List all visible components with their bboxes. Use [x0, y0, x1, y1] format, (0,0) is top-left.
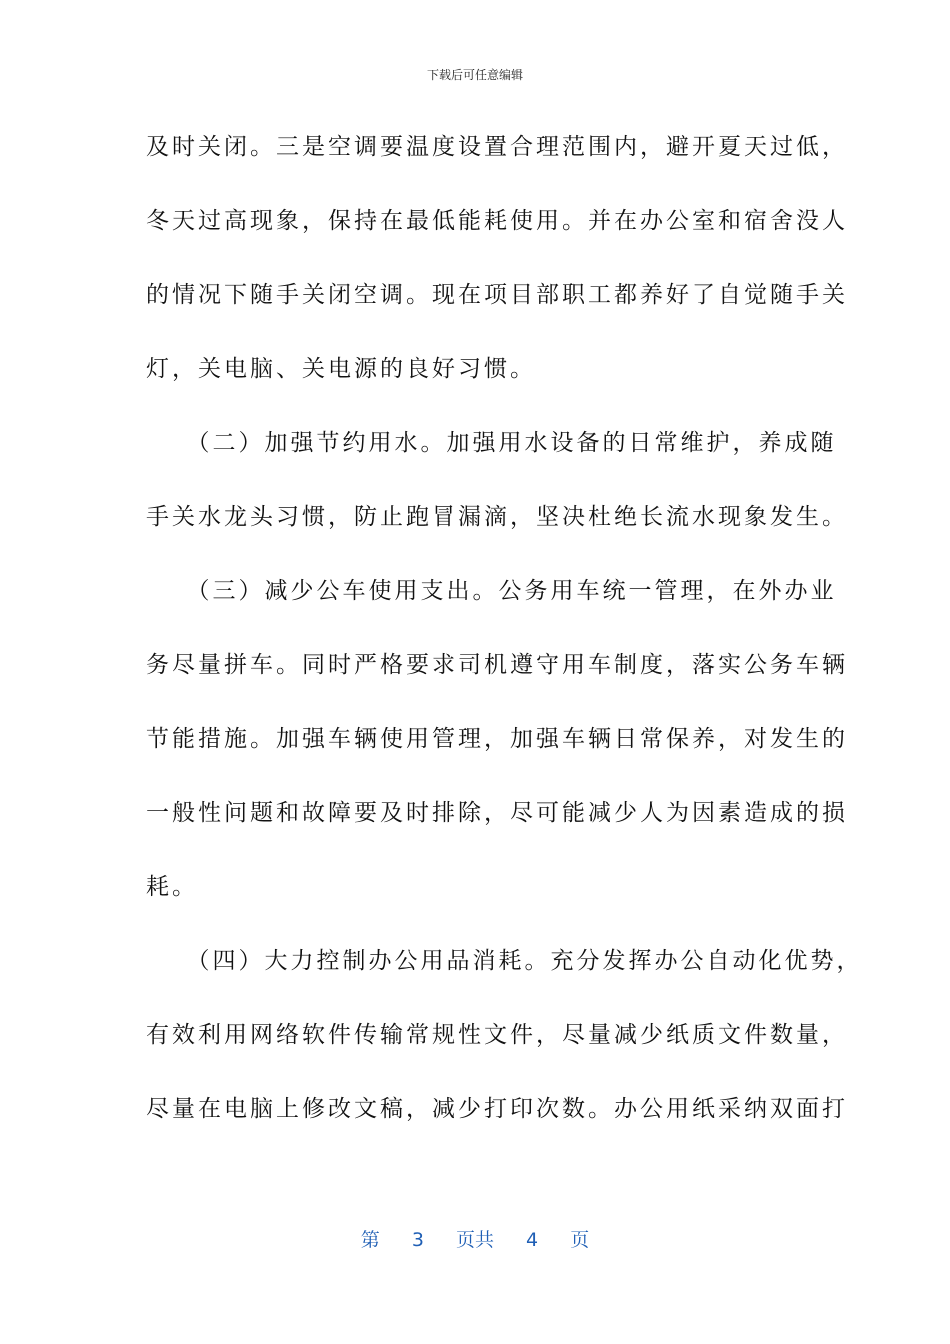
body-line: 及时关闭。三是空调要温度设置合理范围内，避开夏天过低，: [146, 134, 848, 160]
body-line: （二）加强节约用水。加强用水设备的日常维护，养成随: [146, 430, 837, 456]
body-line: 尽量在电脑上修改文稿，减少打印次数。办公用纸采纳双面打: [146, 1096, 848, 1122]
body-line: 有效利用网络软件传输常规性文件，尽量减少纸质文件数量，: [146, 1022, 848, 1048]
footer-prefix: 第: [360, 1229, 380, 1251]
body-line: 灯，关电脑、关电源的良好习惯。: [146, 356, 536, 382]
body-line: 节能措施。加强车辆使用管理，加强车辆日常保养，对发生的: [146, 726, 848, 752]
footer-total-pages: 4: [526, 1229, 539, 1251]
footer-suffix: 页: [570, 1229, 590, 1251]
header-note: 下载后可任意编辑: [426, 68, 523, 82]
body-line: 的情况下随手关闭空调。现在项目部职工都养好了自觉随手关: [146, 282, 848, 308]
page-footer: [0, 1225, 950, 1252]
body-line: 冬天过高现象，保持在最低能耗使用。并在办公室和宿舍没人: [146, 208, 848, 234]
document-body: [146, 122, 863, 1158]
body-line: 耗。: [146, 874, 198, 900]
body-line: 一般性问题和故障要及时排除，尽可能减少人为因素造成的损: [146, 800, 848, 826]
footer-middle: 页共: [455, 1229, 494, 1251]
body-line: （四）大力控制办公用品消耗。充分发挥办公自动化优势，: [146, 948, 863, 974]
footer-current-page: 3: [411, 1229, 424, 1251]
body-line: （三）减少公车使用支出。公务用车统一管理，在外办业: [146, 578, 837, 604]
body-line: 务尽量拼车。同时严格要求司机遵守用车制度，落实公务车辆: [146, 652, 848, 678]
body-line: 手关水龙头习惯，防止跑冒漏滴，坚决杜绝长流水现象发生。: [146, 504, 848, 530]
